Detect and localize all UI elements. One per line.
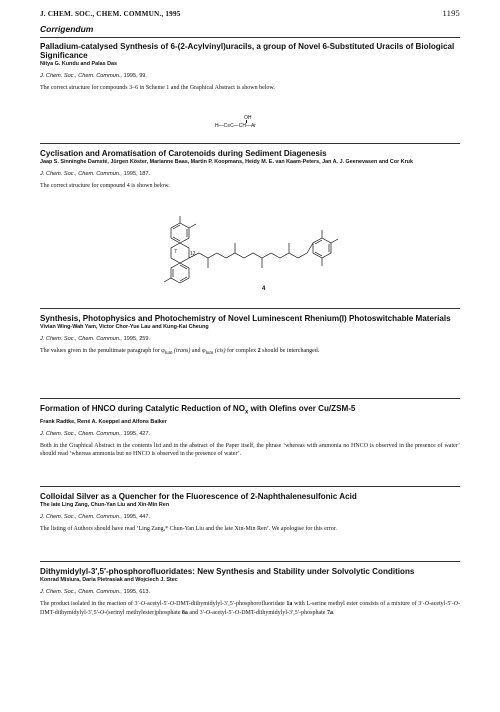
page-number: 1195 — [442, 8, 460, 18]
article-rule — [40, 486, 460, 487]
citation-journal: J. Chem. Soc., Chem. Commun., — [40, 73, 123, 80]
citation-journal: J. Chem. Soc., Chem. Commun., — [40, 171, 123, 178]
citation-ref: 1995, 613. — [123, 589, 151, 596]
compound-ref: 7a — [326, 609, 333, 616]
article-6 — [40, 567, 460, 617]
citation-journal: J. Chem. Soc., Chem. Commun., — [40, 430, 123, 437]
citation-journal: J. Chem. Soc., Chem. Commun., — [40, 589, 123, 596]
journal-header: J. CHEM. SOC., CHEM. COMMUN., 1995 — [40, 10, 181, 18]
compound-number: 4 — [262, 286, 266, 292]
article-4 — [40, 404, 460, 459]
article-citation — [40, 73, 460, 79]
citation-ref: 1995, 259. — [123, 336, 151, 343]
article-authors: The late Ling Zang, Chun-Yan Liu and Xin-Min Ren — [40, 502, 170, 509]
article-text — [40, 600, 460, 617]
text-smallcaps: L — [306, 601, 311, 608]
article-rule — [40, 308, 460, 309]
text-run: -acetyl-5′- — [145, 601, 170, 608]
article-rule — [40, 561, 460, 562]
methyl-bond — [189, 224, 196, 228]
article-citation — [40, 431, 460, 437]
phi-symbol: φ — [161, 348, 165, 355]
title-part: Photoswitchable Materials — [346, 314, 451, 323]
structure-bond — [246, 120, 247, 123]
methyl-bond — [164, 278, 171, 282]
structure-1 — [215, 115, 256, 129]
section-rule — [40, 37, 460, 38]
text-run: -acetyl-5′- — [429, 601, 454, 608]
text-run: and — [190, 348, 203, 355]
text-run: The product isolated in the reaction of 3′- — [40, 601, 141, 608]
text-italic: O — [169, 601, 175, 608]
article-title — [40, 314, 460, 323]
phi-symbol: φ — [202, 348, 206, 355]
citation-ref: 1995, 99. — [123, 73, 147, 80]
double-bond — [180, 265, 187, 269]
article-text: The correct structure for compounds 3–6 in Scheme 1 and the Graphical Abstract is shown below. — [40, 85, 275, 92]
article-5 — [40, 492, 460, 534]
text-run: The values given in the penultimate paragraph for — [40, 348, 162, 355]
citation-journal: J. Chem. Soc., Chem. Commun., — [40, 514, 123, 521]
text-run: -acetyl-5′- — [210, 609, 235, 616]
text-run: . — [332, 609, 335, 616]
article-text: The correct structure for compound 4 is shown below. — [40, 183, 170, 190]
title-part: Synthesis, Photophysics and Photochemistry of Novel Luminescent Rhenium — [40, 314, 340, 323]
oxidation-state: (I) — [339, 314, 347, 323]
compound-ref: 2 — [257, 348, 261, 355]
double-bond — [173, 237, 180, 241]
article-authors: Konrad Misiura, Daria Pietrasiak and Wojciech J. Stec — [40, 577, 178, 584]
citation-ref: 1995, 427. — [123, 430, 151, 437]
article-2 — [40, 149, 460, 191]
structure-label-7: 7 — [174, 249, 177, 255]
text-italic: (cis) — [214, 348, 226, 355]
article-1 — [40, 42, 460, 93]
article-authors: Frank Radtke, René A. Koeppel and Alfons Baiker — [40, 418, 167, 425]
compound-ref: 1a — [286, 601, 293, 608]
compound-ref: 8a — [181, 609, 188, 616]
title-part: with Olefins over Cu/ZSM-5 — [248, 404, 356, 413]
structure-oh: OH — [244, 115, 252, 121]
article-title: Dithymidylyl-3′,5′-phosphorofluoridates: New Synthesis and Stability under Solvolytic Conditions — [40, 567, 415, 576]
double-bond — [315, 240, 322, 244]
text-italic: O — [453, 601, 459, 608]
article-title: Palladium-catalysed Synthesis of 6-(2-Acylvinyl)uracils, a group of Novel 6-Substituted Uracils of Biological Significance — [40, 42, 455, 61]
article-text — [40, 347, 460, 359]
article-title: Cyclisation and Aromatisation of Carotenoids during Sediment Diagenesis — [40, 149, 327, 158]
citation-journal: J. Chem. Soc., Chem. Commun., — [40, 336, 123, 343]
running-header — [40, 8, 460, 28]
text-run: should be interchanged. — [260, 348, 320, 355]
article-citation — [40, 514, 460, 520]
article-citation — [40, 171, 460, 177]
text-italic: O — [424, 601, 430, 608]
article-title — [40, 404, 460, 418]
aromatic-ring-2 — [171, 263, 189, 283]
text-italic: (trans) — [174, 348, 191, 355]
subscript: lum — [205, 351, 214, 357]
text-run: -DMT-dithymidylyl-3′,5′- — [40, 601, 461, 616]
double-bond — [173, 225, 180, 229]
text-italic: O — [205, 609, 211, 616]
text-italic: O — [99, 609, 105, 616]
article-rule — [40, 143, 460, 144]
subscript: lum — [164, 351, 173, 357]
structure-2 — [160, 208, 360, 296]
isoprenoid-chain — [189, 243, 313, 258]
article-authors: Nitya G. Kundu and Palas Das — [40, 61, 117, 68]
article-3 — [40, 314, 460, 359]
text-run: with — [292, 601, 307, 608]
subscript: x — [245, 409, 249, 416]
article-text: The listing of Authors should have read ‘Ling Zang,* Chun-Yan Liu and the late Xin-Min Ren’. We apologise for this error. — [40, 526, 337, 533]
article-rule — [40, 398, 460, 399]
text-run: -(serinyl methylester)phosphate — [104, 609, 182, 616]
double-bond — [180, 277, 187, 281]
text-run: -DMT-dithymidylyl-3′,5′-phosphorofluoridate — [174, 601, 287, 608]
structure-chain: H—C≡C—CH—Ar — [215, 123, 256, 129]
article-authors: Vivian Wing-Wah Yam, Victor Chor-Yue Lau and Kung-Kai Cheung — [40, 324, 209, 331]
methyl-bond — [331, 239, 338, 243]
double-bond — [315, 252, 322, 256]
text-run: and 3′- — [187, 609, 206, 616]
article-citation — [40, 336, 460, 342]
aromatic-ring-3 — [313, 238, 331, 258]
article-authors: Jaap S. Sinninghe Damsté, Jürgen Köster, Marianne Baas, Martin P. Koopmans, Heidy M. E. van Kaam-Peters, Jan A. J. Geenevasen and Cor Kruk — [40, 159, 413, 166]
citation-ref: 1995, 447. — [123, 514, 151, 521]
article-text: Both in the Graphical Abstract in the contents list and in the abstract of the Paper itself, the phrase ‘whereas with ammonia no HNCO is observed in the presence of water’ should read ‘whereas ammonia but no HNCO is observed in the presence of water’. — [40, 442, 460, 458]
article-title: Colloidal Silver as a Quencher for the Fluorescence of 2-Naphthalenesulfonic Acid — [40, 492, 357, 501]
section-title: Corrigendum — [40, 24, 94, 34]
text-run: -serine methyl ester consists of a mixture of 3′- — [310, 601, 425, 608]
text-run: -DMT-dithymidylyl-3′,5′-phosphate — [239, 609, 327, 616]
citation-ref: 1995, 187. — [123, 171, 151, 178]
text-run: for complex — [225, 348, 258, 355]
text-italic: O — [234, 609, 240, 616]
structure-label-12: 12 — [190, 251, 196, 257]
article-citation — [40, 589, 460, 595]
title-part: Formation of HNCO during Catalytic Reduction of NO — [40, 404, 246, 413]
aromatic-ring-1 — [171, 223, 189, 243]
text-italic: O — [140, 601, 146, 608]
